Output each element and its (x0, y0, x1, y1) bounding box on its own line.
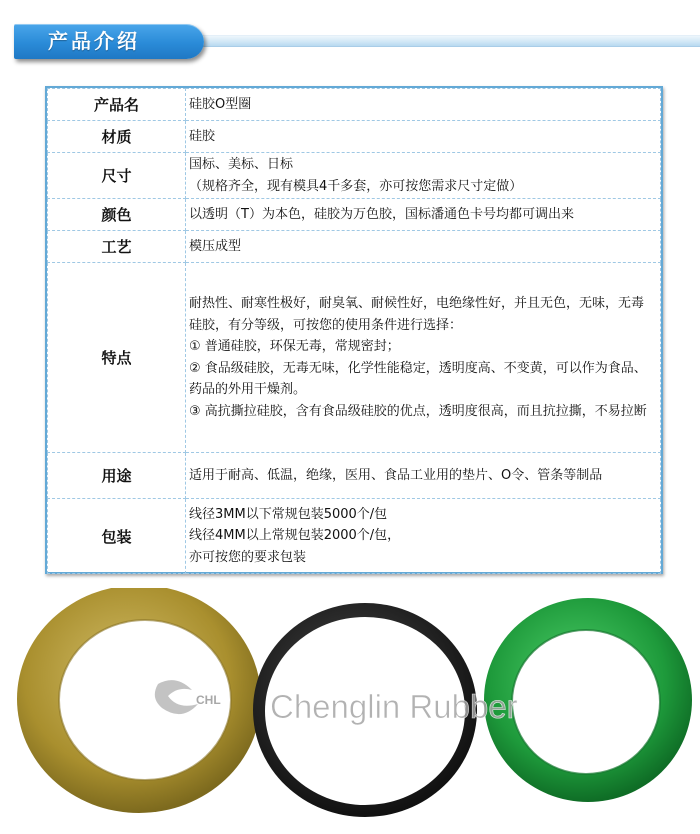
row-value (186, 89, 661, 121)
row-value (186, 499, 661, 574)
value-line: 国标、美标、日标 (189, 157, 294, 172)
watermark-logo-text: CHL (196, 693, 221, 707)
value-line: ③ 高抗撕拉硅胶，含有食品级硅胶的优点，透明度很高，而且抗拉撕，不易拉断 (189, 403, 647, 419)
table-row (48, 453, 661, 499)
value-line: （规格齐全，现有模具4千多套，亦可按您需求尺寸定做） (189, 178, 523, 194)
value-line: 硅胶O型圈 (189, 96, 252, 112)
watermark-text: Chenglin Rubber (270, 688, 518, 725)
tan-o-ring (17, 588, 261, 813)
value-line: 耐热性、耐寒性极好，耐臭氧、耐候性好，电绝缘性好，并且无色，无味，无毒 (189, 296, 645, 311)
row-label: 工艺 (48, 231, 186, 263)
row-value (186, 453, 661, 499)
table-row (48, 499, 661, 574)
row-label: 特点 (48, 263, 186, 453)
table-row (48, 199, 661, 231)
row-value (186, 231, 661, 263)
table-row (48, 263, 661, 453)
product-photo (0, 588, 700, 834)
table-row (48, 231, 661, 263)
banner-rule (150, 35, 700, 47)
spec-table (47, 88, 661, 574)
value-line: 硅胶 (189, 128, 216, 144)
table-row (48, 89, 661, 121)
value-line: 适用于耐高、低温，绝缘，医用、食品工业用的垫片、O令、管条等制品 (189, 467, 603, 483)
row-label: 包装 (48, 499, 186, 574)
banner-title: 产品介绍 (48, 29, 140, 53)
row-value (186, 153, 661, 199)
row-value (186, 121, 661, 153)
row-label: 颜色 (48, 199, 186, 231)
value-line: ② 食品级硅胶，无毒无味，化学性能稳定，透明度高、不变黄，可以作为食品、药品的外用干燥剂。 (189, 360, 647, 397)
value-line: 亦可按您的要求包装 (189, 549, 307, 565)
value-line: 模压成型 (189, 238, 242, 254)
value-line: ① 普通硅胶，环保无毒，常规密封； (189, 339, 400, 354)
value-line: 线径4MM以上常规包装2000个/包， (189, 528, 401, 544)
value-line: 线径3MM以下常规包装5000个/包 (189, 506, 388, 522)
row-label: 用途 (48, 453, 186, 499)
section-banner (0, 0, 700, 78)
value-line: 以透明（T）为本色，硅胶为万色胶，国标潘通色卡号均都可调出来 (189, 206, 574, 222)
table-row (48, 153, 661, 199)
spec-table-frame (45, 86, 663, 574)
row-value (186, 263, 661, 453)
table-row (48, 121, 661, 153)
row-label: 尺寸 (48, 153, 186, 199)
row-label: 产品名 (48, 89, 186, 121)
row-value (186, 199, 661, 231)
row-label: 材质 (48, 121, 186, 153)
value-line: 硅胶，有分等级，可按您的使用条件进行选择： (189, 317, 463, 333)
